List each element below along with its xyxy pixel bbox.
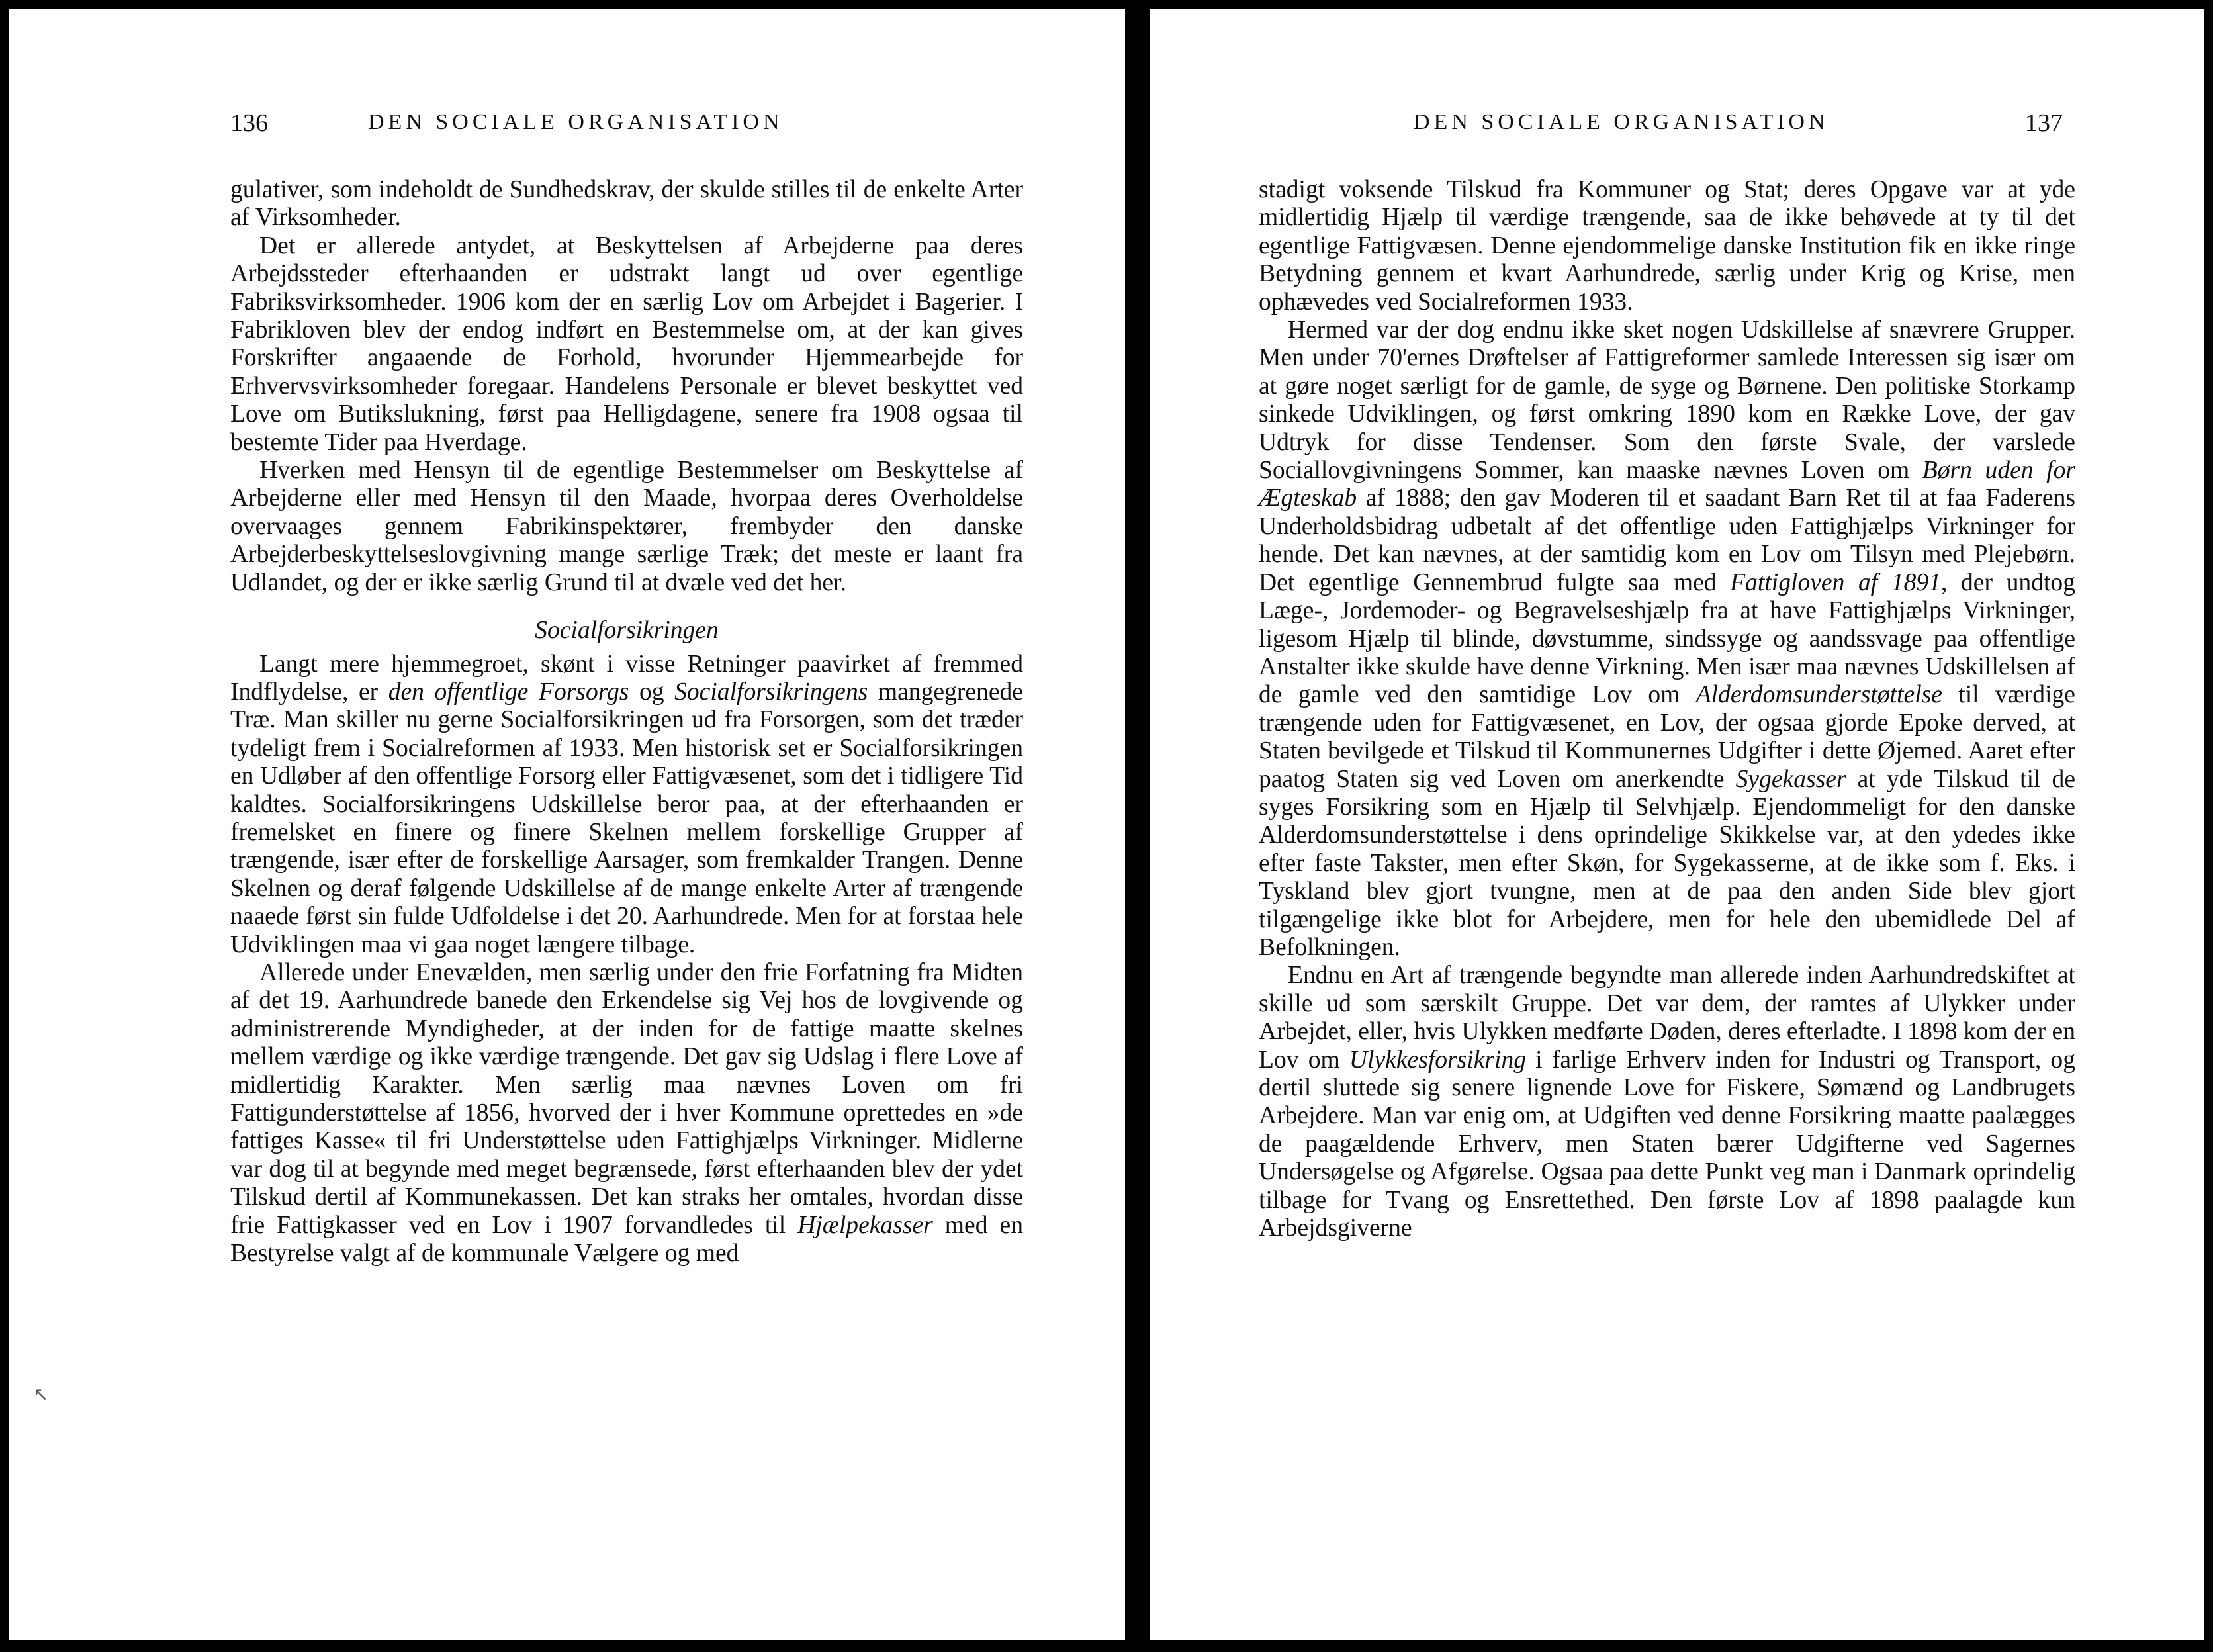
running-head: DEN SOCIALE ORGANISATION bbox=[1414, 110, 1829, 134]
scan-mark: ↖ bbox=[33, 1385, 49, 1405]
body-text bbox=[230, 176, 1023, 1267]
paragraph: Langt mere hjemmegroet, skønt i visse Retninger paavirket af fremmed Indflydelse, er den offentlige Forsorgs og Socialforsikringens mangegrenede Træ. Man skiller nu gerne Socialforsikringen ud fra Forsorgen, som det træder tydeligt frem i Socialreformen af 1933. Men historisk set er Socialforsikringen en Udløber af den offentlige Forsorg eller Fattigvæsenet, som det i tidligere Tid kaldtes. Socialforsikringens Udskillelse beror paa, at der efterhaanden er fremelsket en finere og finere Skelnen mellem forskellige Grupper af trængende, især efter de forskellige Aarsager, som fremkalder Trangen. Denne Skelnen og deraf følgende Udskillelse af de mange enkelte Arter af trængende naaede først sin fulde Udfoldelse i det 20. Aarhundrede. Men for at forstaa hele Udviklingen maa vi gaa noget længere tilbage. bbox=[230, 650, 1023, 958]
body-text bbox=[1259, 176, 2075, 1242]
paragraph: Endnu en Art af trængende begyndte man allerede inden Aarhundredskiftet at skille ud som særskilt Gruppe. Det var dem, der ramtes af Ulykker under Arbejdet, eller, hvis Ulykken medførte Døden, deres efterladte. I 1898 kom der en Lov om Ulykkesforsikring i farlige Erhverv inden for Industri og Transport, og dertil sluttede sig senere lignende Love for Fiskere, Sømænd og Landbrugets Arbejdere. Man var enig om, at Udgiften ved denne Forsikring maatte paalægges de paagældende Erhverv, men Staten bærer Udgifterne ved Sagernes Undersøgelse og Afgørelse. Ogsaa paa dette Punkt veg man i Danmark oprindelig tilbage for Tvang og Ensrettethed. Den første Lov af 1898 paalagde kun Arbejdsgiverne bbox=[1259, 962, 2076, 1242]
paragraph: gulativer, som indeholdt de Sundhedskrav, der skulde stilles til de enkelte Arter af Virksomheder. bbox=[230, 176, 1023, 232]
right-page bbox=[1150, 9, 2204, 1640]
paragraph: Hermed var der dog endnu ikke sket nogen Udskillelse af snævrere Grupper. Men under 70'ernes Drøftelser af Fattigreformer samlede Interessen sig især om at gøre noget særligt for de gamle, de syge og Børnene. Den politiske Storkamp sinkede Udviklingen, og først omkring 1890 kom en Række Love, der gav Udtryk for disse Tendenser. Som den første Svale, der varslede Sociallovgivningens Sommer, kan maaske nævnes Loven om Børn uden for Ægteskab af 1888; den gav Moderen til et saadant Barn Ret til at faa Faderens Underholdsbidrag udbetalt af det offentlige uden Fattighjælps Virkninger for hende. Det kan nævnes, at der samtidig kom en Lov om Tilsyn med Plejebørn. Det egentlige Gennembrud fulgte saa med Fattigloven af 1891, der undtog Læge-, Jordemoder- og Begravelseshjælp fra at have Fattighjælps Virkninger, ligesom Hjælp til blinde, døvstumme, sindssyge og aandssvage paa offentlige Anstalter ikke skulde have denne Virkning. Men især maa nævnes Udskillelsen af de gamle ved den samtidige Lov om Alderdomsunderstøttelse til værdige trængende uden for Fattigvæsenet, en Lov, der ogsaa gjorde Epoke derved, at Staten bevilgede et Tilskud til Kommunernes Udgifter i dette Øjemed. Aaret efter paatog Staten sig ved Loven om anerkendte Sygekasser at yde Tilskud til de syges Forsikring som en Hjælp til Selvhjælp. Ejendommeligt for den danske Alderdomsunderstøttelse i dens oprindelige Skikkelse var, at den ydedes ikke efter faste Takster, men efter Skøn, for Sygekasserne, at de ikke som f. Eks. i Tyskland blev gjort tvungne, men at de paa den anden Side blev gjort tilgængelige ikke blot for Arbejdere, men for hele den ubemidlede Del af Befolkningen. bbox=[1259, 316, 2075, 961]
page-number: 136 bbox=[230, 109, 268, 137]
left-page bbox=[9, 9, 1125, 1640]
running-head: DEN SOCIALE ORGANISATION bbox=[368, 110, 784, 134]
section-heading: Socialforsikringen bbox=[535, 617, 719, 645]
paragraph: Allerede under Enevælden, men særlig under den frie Forfatning fra Midten af det 19. Aarhundrede banede den Erkendelse sig Vej hos de lovgivende og administrerende Myndigheder, at der inden for de fattige maatte skelnes mellem værdige og ikke værdige trængende. Det gav sig Udslag i flere Love af midlertidig Karakter. Men særlig maa nævnes Loven om fri Fattigunderstøttelse af 1856, hvorved der i hver Kommune oprettedes en »de fattiges Kasse« til fri Understøttelse uden Fattighjælps Virkninger. Midlerne var dog til at begynde med meget begrænsede, først efterhaanden blev der ydet Tilskud dertil af Kommunekassen. Det kan straks her omtales, hvordan disse frie Fattigkasser ved en Lov i 1907 forvandledes til Hjælpekasser med en Bestyrelse valgt af de kommunale Vælgere og med bbox=[230, 958, 1023, 1267]
paragraph: Hverken med Hensyn til de egentlige Bestemmelser om Beskyttelse af Arbejderne eller med Hensyn til den Maade, hvorpaa deres Overholdelse overvaages gennem Fabrikinspektører, frembyder den danske Arbejderbeskyttelseslovgivning mange særlige Træk; det meste er laant fra Udlandet, og der er ikke særlig Grund til at dvæle ved det her. bbox=[230, 457, 1023, 596]
paragraph: Det er allerede antydet, at Beskyttelsen af Arbejderne paa deres Arbejdssteder efterhaanden er udstrakt langt ud over egentlige Fabriksvirksomheder. 1906 kom der en særlig Lov om Arbejdet i Bagerier. I Fabrikloven blev der endog indført en Bestemmelse om, at der kan gives Forskrifter angaaende de Forhold, hvorunder Hjemmearbejde for Erhvervsvirksomheder foregaar. Handelens Personale er blevet beskyttet ved Love om Butikslukning, først paa Helligdagene, senere fra 1908 ogsaa til bestemte Tider paa Hverdage. bbox=[230, 232, 1023, 456]
paragraph: stadigt voksende Tilskud fra Kommuner og Stat; deres Opgave var at yde midlertidig Hjælp til værdige trængende, saa de ikke behøvede at ty til det egentlige Fattigvæsen. Denne ejendommelige danske Institution fik en ikke ringe Betydning gennem et kvart Aarhundrede, særlig under Krig og Krise, men ophævedes ved Socialreformen 1933. bbox=[1259, 176, 2075, 316]
page-number: 137 bbox=[2025, 109, 2063, 137]
